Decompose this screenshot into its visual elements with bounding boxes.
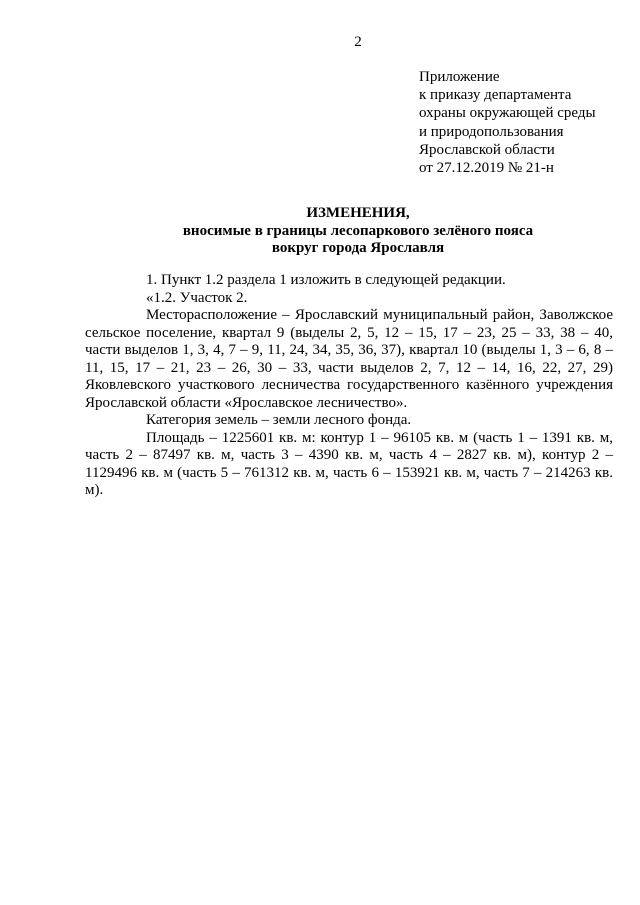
body-paragraph: Месторасположение – Ярославский муниципальный район, Заволжское сельское поселение, квартал 9 (выделы 2, 5, 12 – 15, 17 – 23, 25 – 33, 38 – 40, части выделов 1, 3, 4, 7 – 9, 11, 24, 34, 35, 36, 37), квартал 10 (выделы 1, 3 – 6, 8 – 11, 15, 17 – 21, 23 – 26, 30 – 33, части выделов 2, 7, 12 – 14, 16, 22, 27, 29) Яковлевского участкового лесничества государственного казённого учреждения Ярославской области «Ярославское лесничество». <box>85 307 613 411</box>
body-paragraph: «1.2. Участок 2. <box>146 289 248 306</box>
body-paragraph: Площадь – 1225601 кв. м: контур 1 – 96105 кв. м (часть 1 – 1391 кв. м, часть 2 – 87497 кв. м, часть 3 – 4390 кв. м, часть 4 – 2827 кв. м), контур 2 – 1129496 кв. м (часть 5 – 761312 кв. м, часть 6 – 153921 кв. м, часть 7 – 214263 кв. м). <box>85 429 613 498</box>
document-title <box>0 205 640 258</box>
appendix-line: от 27.12.2019 № 21-н <box>419 160 554 177</box>
title-heading: ИЗМЕНЕНИЯ, <box>306 205 410 221</box>
document-body <box>85 272 613 500</box>
body-paragraph: 1. Пункт 1.2 раздела 1 изложить в следующей редакции. <box>146 272 506 288</box>
appendix-line: Приложение <box>419 69 500 85</box>
appendix-line: и природопользования <box>419 123 564 140</box>
appendix-block <box>419 68 596 177</box>
appendix-line: Ярославской области <box>419 141 555 158</box>
body-paragraph: Категория земель – земли лесного фонда. <box>146 412 412 428</box>
appendix-line: к приказу департамента <box>419 87 572 104</box>
title-line: вносимые в границы лесопаркового зелёного пояса <box>182 222 534 239</box>
page-number: 2 <box>354 34 362 50</box>
title-line: вокруг города Ярославля <box>271 240 445 256</box>
appendix-line: охраны окружающей среды <box>419 105 596 122</box>
